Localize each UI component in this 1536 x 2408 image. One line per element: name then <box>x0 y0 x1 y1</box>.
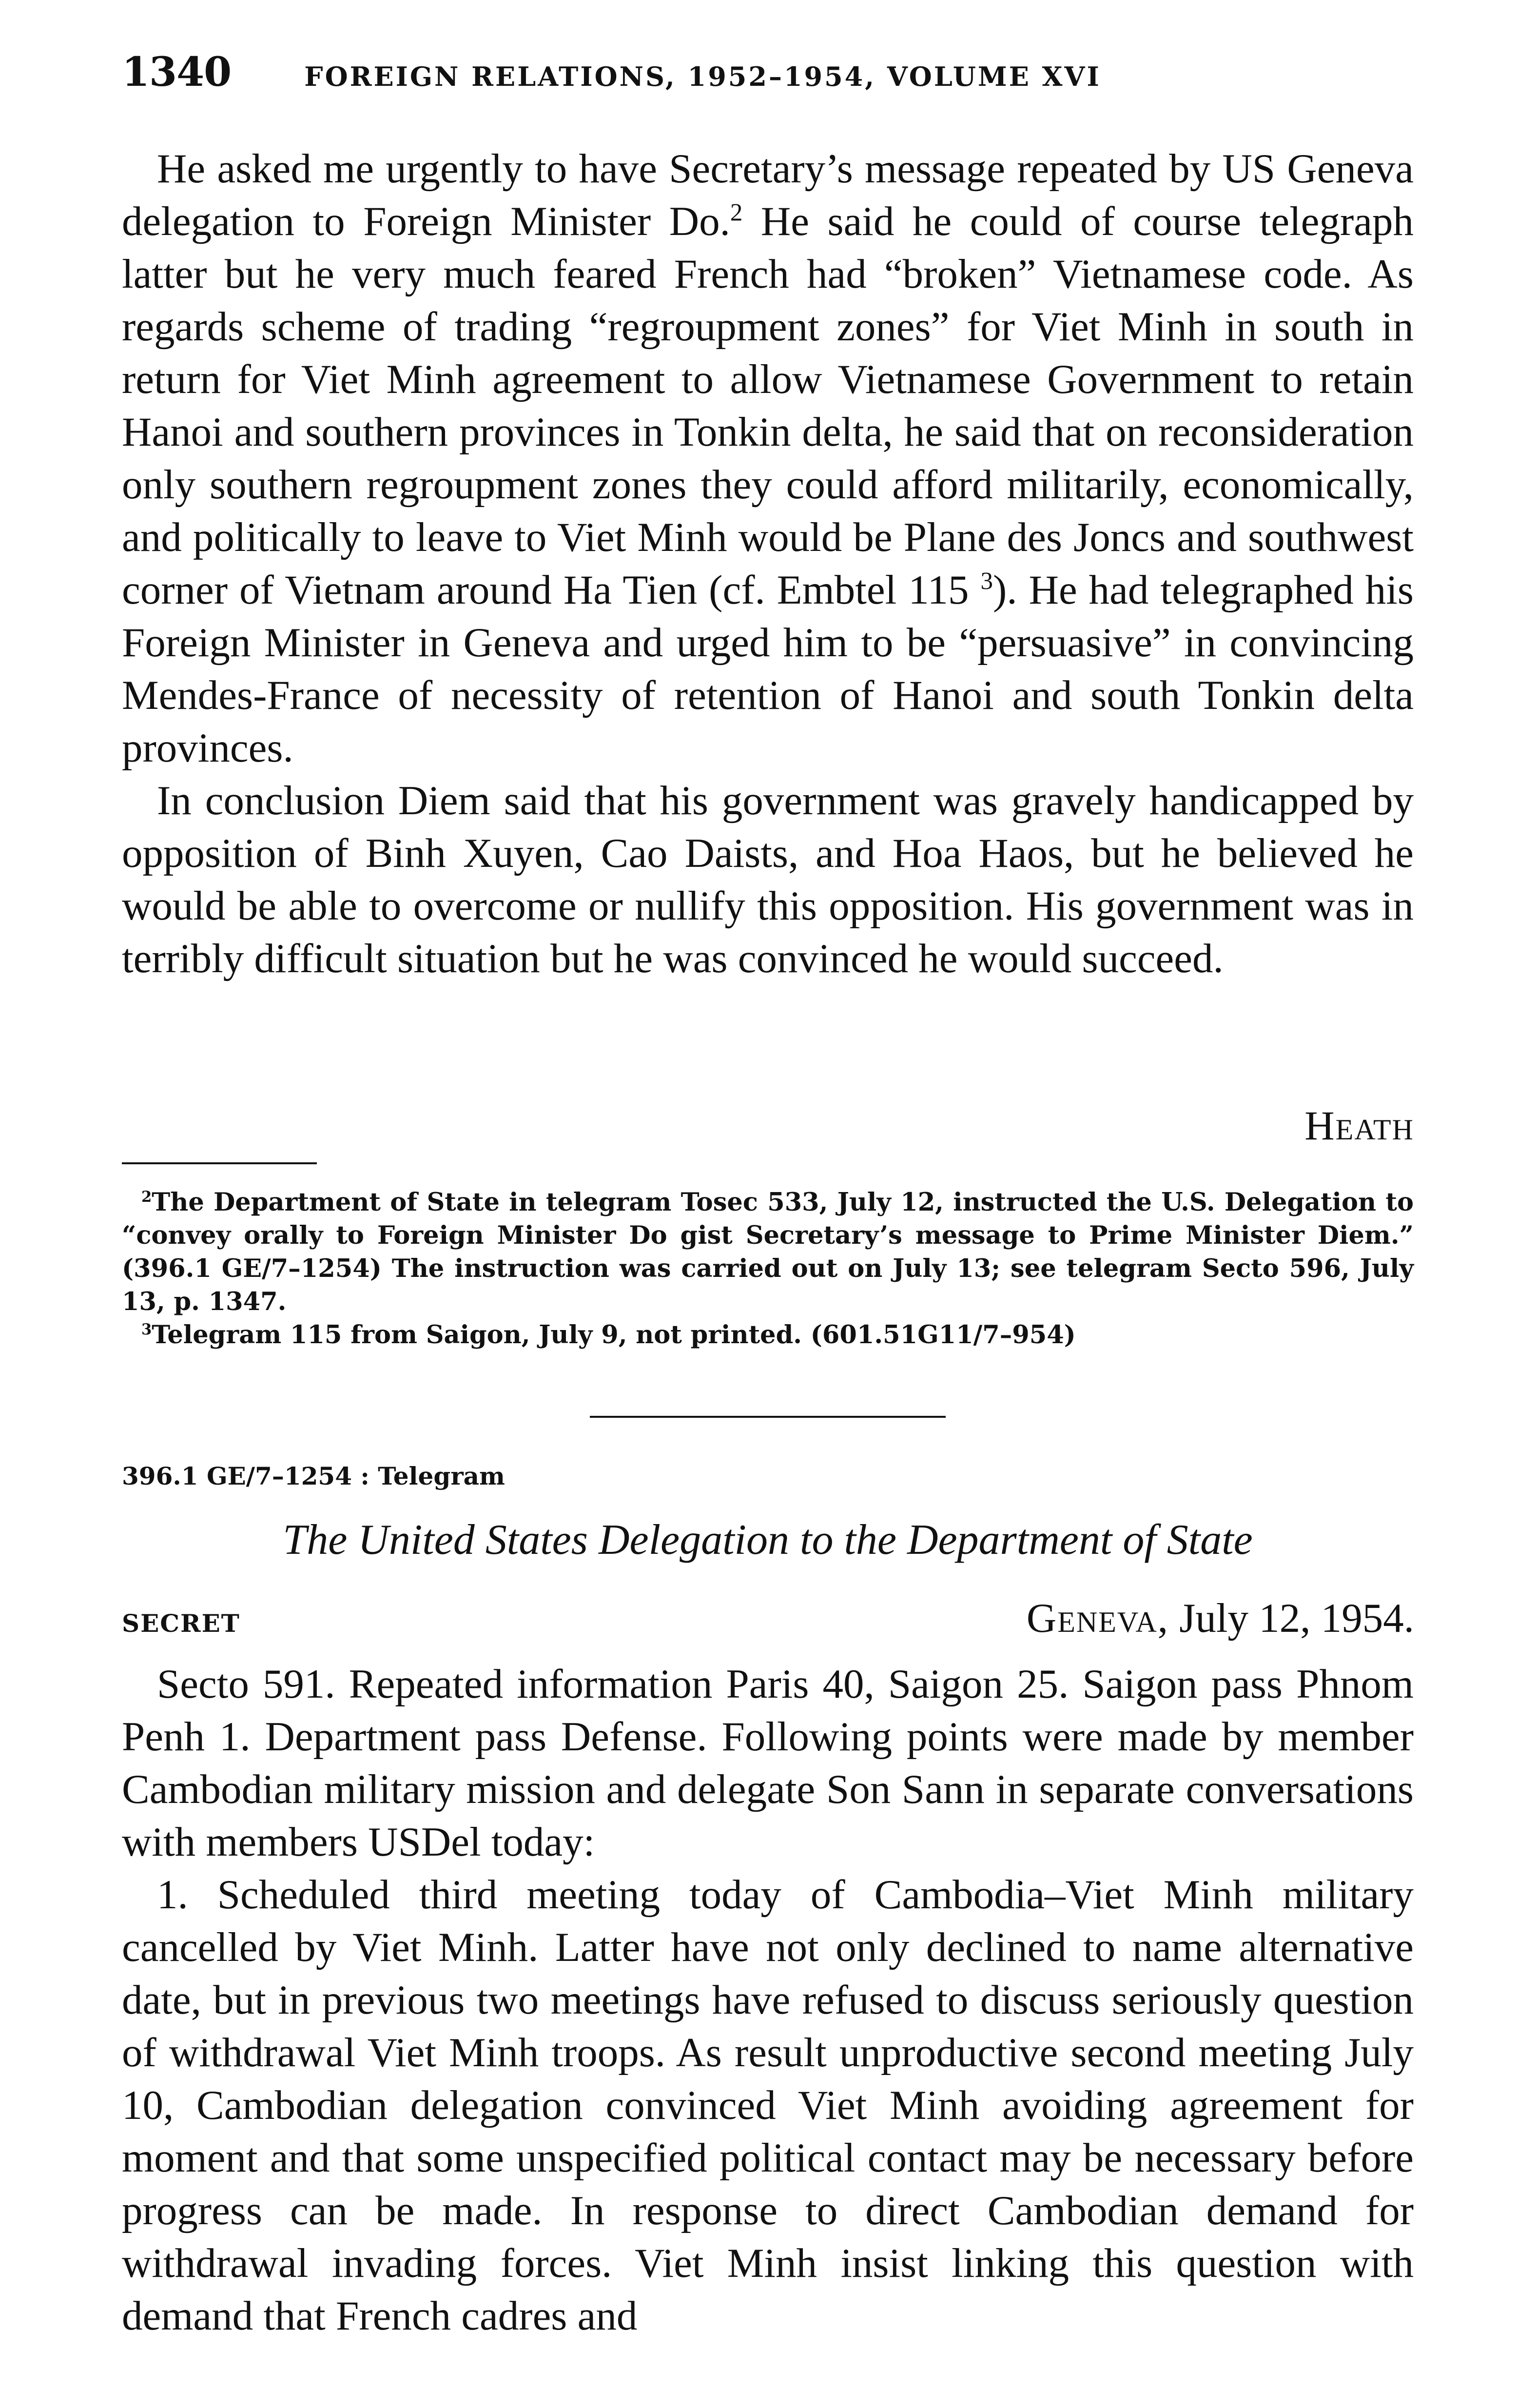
footnote-divider <box>122 1162 317 1164</box>
document-title: The United States Delegation to the Department of State <box>283 1516 1253 1564</box>
telegram-continuation <box>122 142 1414 985</box>
paragraph-text: ). He had telegraphed his Foreign Minister in Geneva and urged him to be “persuasive” in convincing Mendes-France of necessity of retention of Hanoi and south Tonkin delta provinces. <box>122 567 1414 771</box>
footnotes <box>122 1186 1414 1351</box>
running-head: FOREIGN RELATIONS, 1952–1954, VOLUME XVI <box>304 61 1101 92</box>
page-header <box>122 49 1414 96</box>
file-reference: 396.1 GE/7–1254 : Telegram <box>122 1462 505 1490</box>
signature: Heath <box>1304 1103 1414 1149</box>
footnote-ref[interactable]: 3 <box>980 568 993 595</box>
footnote <box>122 1318 1414 1351</box>
paragraph <box>122 142 1414 774</box>
telegram-body <box>122 1658 1414 2342</box>
dateline <box>1027 1594 1414 1642</box>
footnote-number: 3 <box>141 1321 152 1338</box>
classification-label: SECRET <box>122 1609 240 1638</box>
footnote-text: Telegram 115 from Saigon, July 9, not printed. (601.51G11/7–954) <box>152 1320 1076 1350</box>
page-number: 1340 <box>122 49 232 96</box>
paragraph: Secto 591. Repeated information Paris 40, Saigon 25. Saigon pass Phnom Penh 1. Department pass Defense. Following points were made by member Cambodian military mission and delegate Son Sann in separate conversations with members USDel today: <box>122 1661 1414 1865</box>
footnote <box>122 1186 1414 1318</box>
paragraph-text: He asked me urgently to have Secretary’s message repeated by US Geneva delegation to Foreign Minister Do. <box>122 146 1414 244</box>
paragraph-text: He said he could of course telegraph latter but he very much feared French had “broken” Vietnamese code. As regards scheme of trading “regroupment zones” for Viet Minh in south in return for Viet Minh agreement to allow Vietnamese Government to retain Hanoi and southern provinces in Tonkin delta, he said that on reconsideration only southern regroupment zones they could afford militarily, economically, and politically to leave to Viet Minh would be Plane des Joncs and southwest corner of Vietnam around Ha Tien (cf. Embtel 115 <box>122 198 1414 613</box>
paragraph: 1. Scheduled third meeting today of Cambodia–Viet Minh military cancelled by Viet Minh. Latter have not only declined to name alternative date, but in previous two meetings have refused to discuss seriously question of withdrawal Viet Minh troops. As result unproductive second meeting July 10, Cambodian delegation convinced Viet Minh avoiding agreement for moment and that some unspecified political contact may be necessary before progress can be made. In response to direct Cambodian demand for withdrawal invading forces. Viet Minh insist linking this question with demand that French cadres and <box>122 1872 1414 2339</box>
footnote-number: 2 <box>141 1188 152 1206</box>
dateline-date: July 12, 1954. <box>1169 1595 1414 1641</box>
footnote-text: The Department of State in telegram Tosec 533, July 12, instructed the U.S. Delegation to “convey orally to Foreign Minister Do gist Secretary’s message to Prime Minister Diem.” (396.1 GE/7–1254) The instruction was carried out on July 13; see telegram Secto 596, July 13, p. 1347. <box>122 1188 1414 1316</box>
section-divider <box>590 1416 946 1418</box>
paragraph: In conclusion Diem said that his government was gravely handicapped by opposition of Binh Xuyen, Cao Daists, and Hoa Haos, but he believed he would be able to overcome or nullify this opposition. His government was in terribly difficult situation but he was convinced he would succeed. <box>122 778 1414 981</box>
dateline-place: Geneva, <box>1026 1595 1169 1641</box>
footnote-ref[interactable]: 2 <box>730 199 743 227</box>
